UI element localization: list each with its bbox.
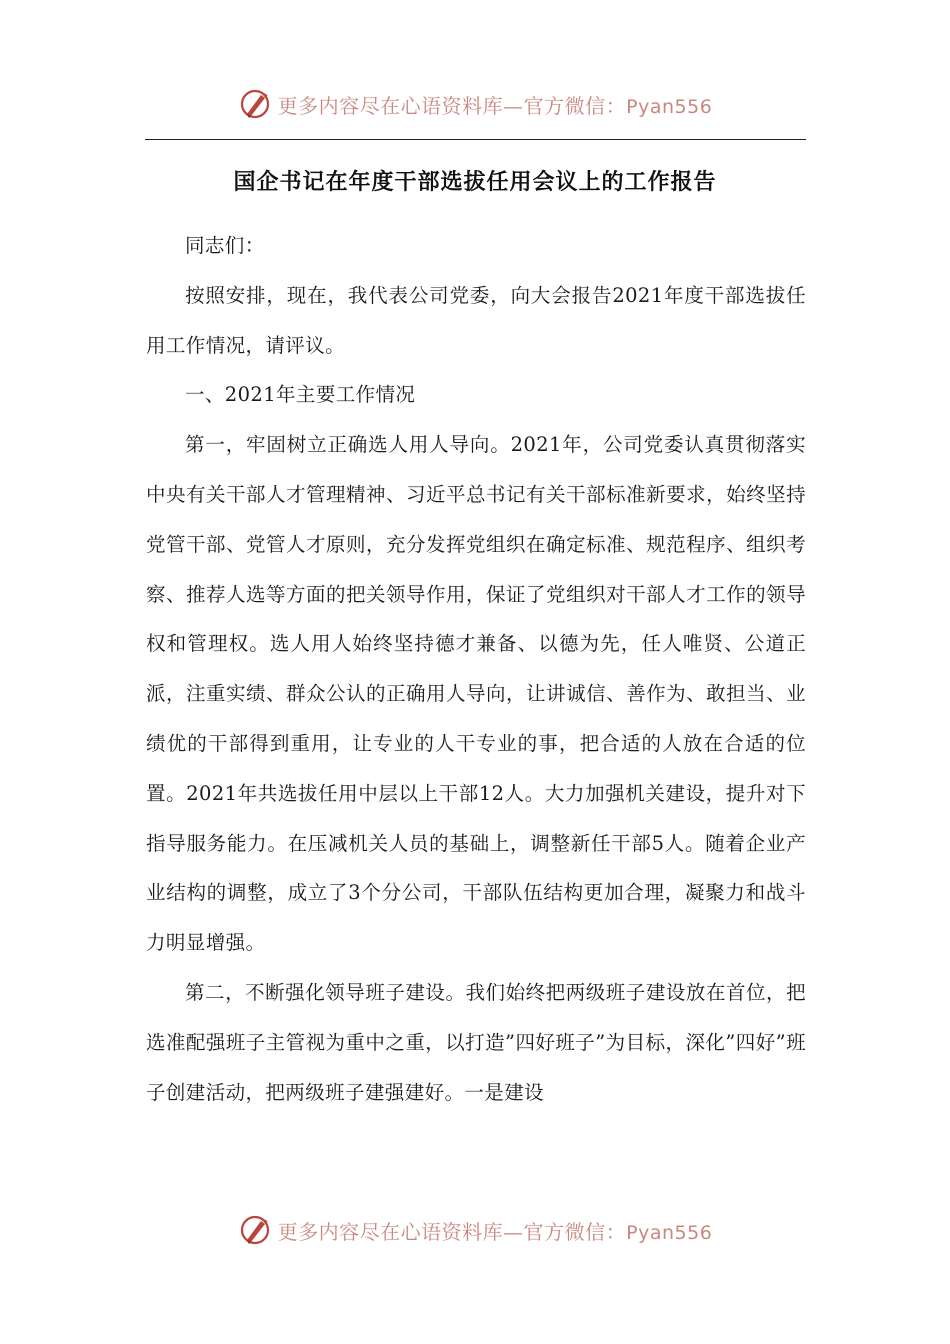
pen-logo-icon: [238, 87, 272, 121]
footer-banner-text: [278, 1216, 713, 1245]
paragraph-intro: 按照安排，现在，我代表公司党委，向大会报告2021年度干部选拔任用工作情况，请评议。: [146, 283, 806, 357]
paragraph-first: 第一，牢固树立正确选人用人导向。2021年，公司党委认真贯彻落实中央有关干部人才管理精神、习近平总书记有关干部标准新要求，始终坚持党管干部、党管人才原则，充分发挥党组织在确定标准、规范程序、组织考察、推荐人选等方面的把关领导作用，保证了党组织对干部人才工作的领导权和管理权。选人用人始终坚持德才兼备、以德为先，任人唯贤、公道正派，注重实绩、群众公认的正确用人导向，让讲诚信、善作为、敢担当、业绩优的干部得到重用，让专业的人干专业的事，把合适的人放在合适的位置。2021年共选拔任用中层以上干部12人。大力加强机关建设，提升对下指导服务能力。在压减机关人员的基础上，调整新任干部5人。随着企业产业结构的调整，成立了3个分公司，干部队伍结构更加合理，凝聚力和战斗力明显增强。: [146, 433, 806, 955]
document-body: [146, 221, 806, 1117]
header-banner-label: 更多内容尽在心语资料库—官方微信：: [277, 93, 627, 118]
footer-banner: [0, 1210, 950, 1250]
paragraph-second: 第二，不断强化领导班子建设。我们始终把两级班子建设放在首位，把选准配强班子主管视为重中之重，以打造”四好班子”为目标，深化”四好”班子创建活动，把两级班子建强建好。一是建设: [146, 980, 806, 1104]
section-heading: 一、2021年主要工作情况: [185, 383, 416, 407]
header-banner-text: [278, 90, 713, 119]
header-banner-id: Pyan556: [626, 95, 713, 118]
header-rule: [145, 139, 806, 140]
header-banner: [0, 84, 950, 124]
pen-logo-icon: [238, 1213, 272, 1247]
salutation: 同志们：: [185, 234, 265, 257]
document-title: 国企书记在年度干部选拔任用会议上的工作报告: [233, 170, 717, 195]
footer-banner-label: 更多内容尽在心语资料库—官方微信：: [277, 1219, 627, 1244]
footer-banner-id: Pyan556: [626, 1221, 713, 1244]
